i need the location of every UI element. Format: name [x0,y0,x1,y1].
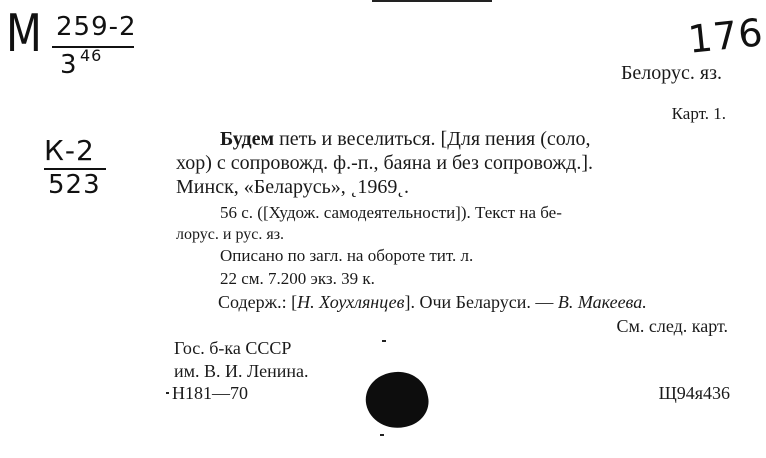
see-next-card: См. след. карт. [616,316,728,336]
library-line-2: им. В. И. Ленина. [174,361,309,381]
contents-mid: ]. Очи Беларуси. — [404,292,558,312]
entry-title-word: Будем [220,128,275,150]
handwritten-k-bottom: 523 [48,170,101,200]
entry-line-3: Минск, «Беларусь», ˛1969˛. [176,176,410,198]
entry-line-7: 22 см. 7.200 экз. 39 к. [220,269,375,288]
handwritten-shelf-bottom-super: 46 [80,46,103,65]
handwritten-k-top: К-2 [44,134,95,167]
contents-author-1: Н. Хоухлянцев [297,292,405,312]
language-note: Белорус. яз. [620,62,722,84]
handwritten-m-mark: М [6,4,43,64]
top-rule [372,0,492,2]
card-number-label: Карт. 1. [671,104,726,123]
entry-line-1-rest: петь и веселиться. [Для пения (соло, [279,128,591,150]
order-code: Н181—70 [172,383,248,403]
ink-speck [166,392,169,394]
contents-prefix: Содерж.: [ [218,292,298,312]
entry-contents [218,292,647,313]
entry-line-1 [220,128,590,151]
handwritten-shelf-bottom: 3 [60,50,78,80]
entry-line-4: 56 с. ([Худож. самодеятельности]). Текст на бе- [220,203,562,222]
entry-line-6: Описано по загл. на обороте тит. л. [220,246,474,265]
handwritten-card-number: 176 [685,10,766,62]
ink-speck [382,340,386,342]
ink-blot [361,366,433,434]
handwritten-shelf-top: 259-2 [56,12,137,42]
contents-author-2: В. Макеева. [557,292,647,312]
classification-code: Щ94я436 [658,383,730,403]
ink-speck [380,434,384,436]
entry-line-2: хор) с сопровожд. ф.-п., баяна и без сопровожд.]. [176,152,593,174]
library-line-1: Гос. б-ка СССР [174,338,292,358]
entry-line-5: лорус. и рус. яз. [176,226,285,243]
